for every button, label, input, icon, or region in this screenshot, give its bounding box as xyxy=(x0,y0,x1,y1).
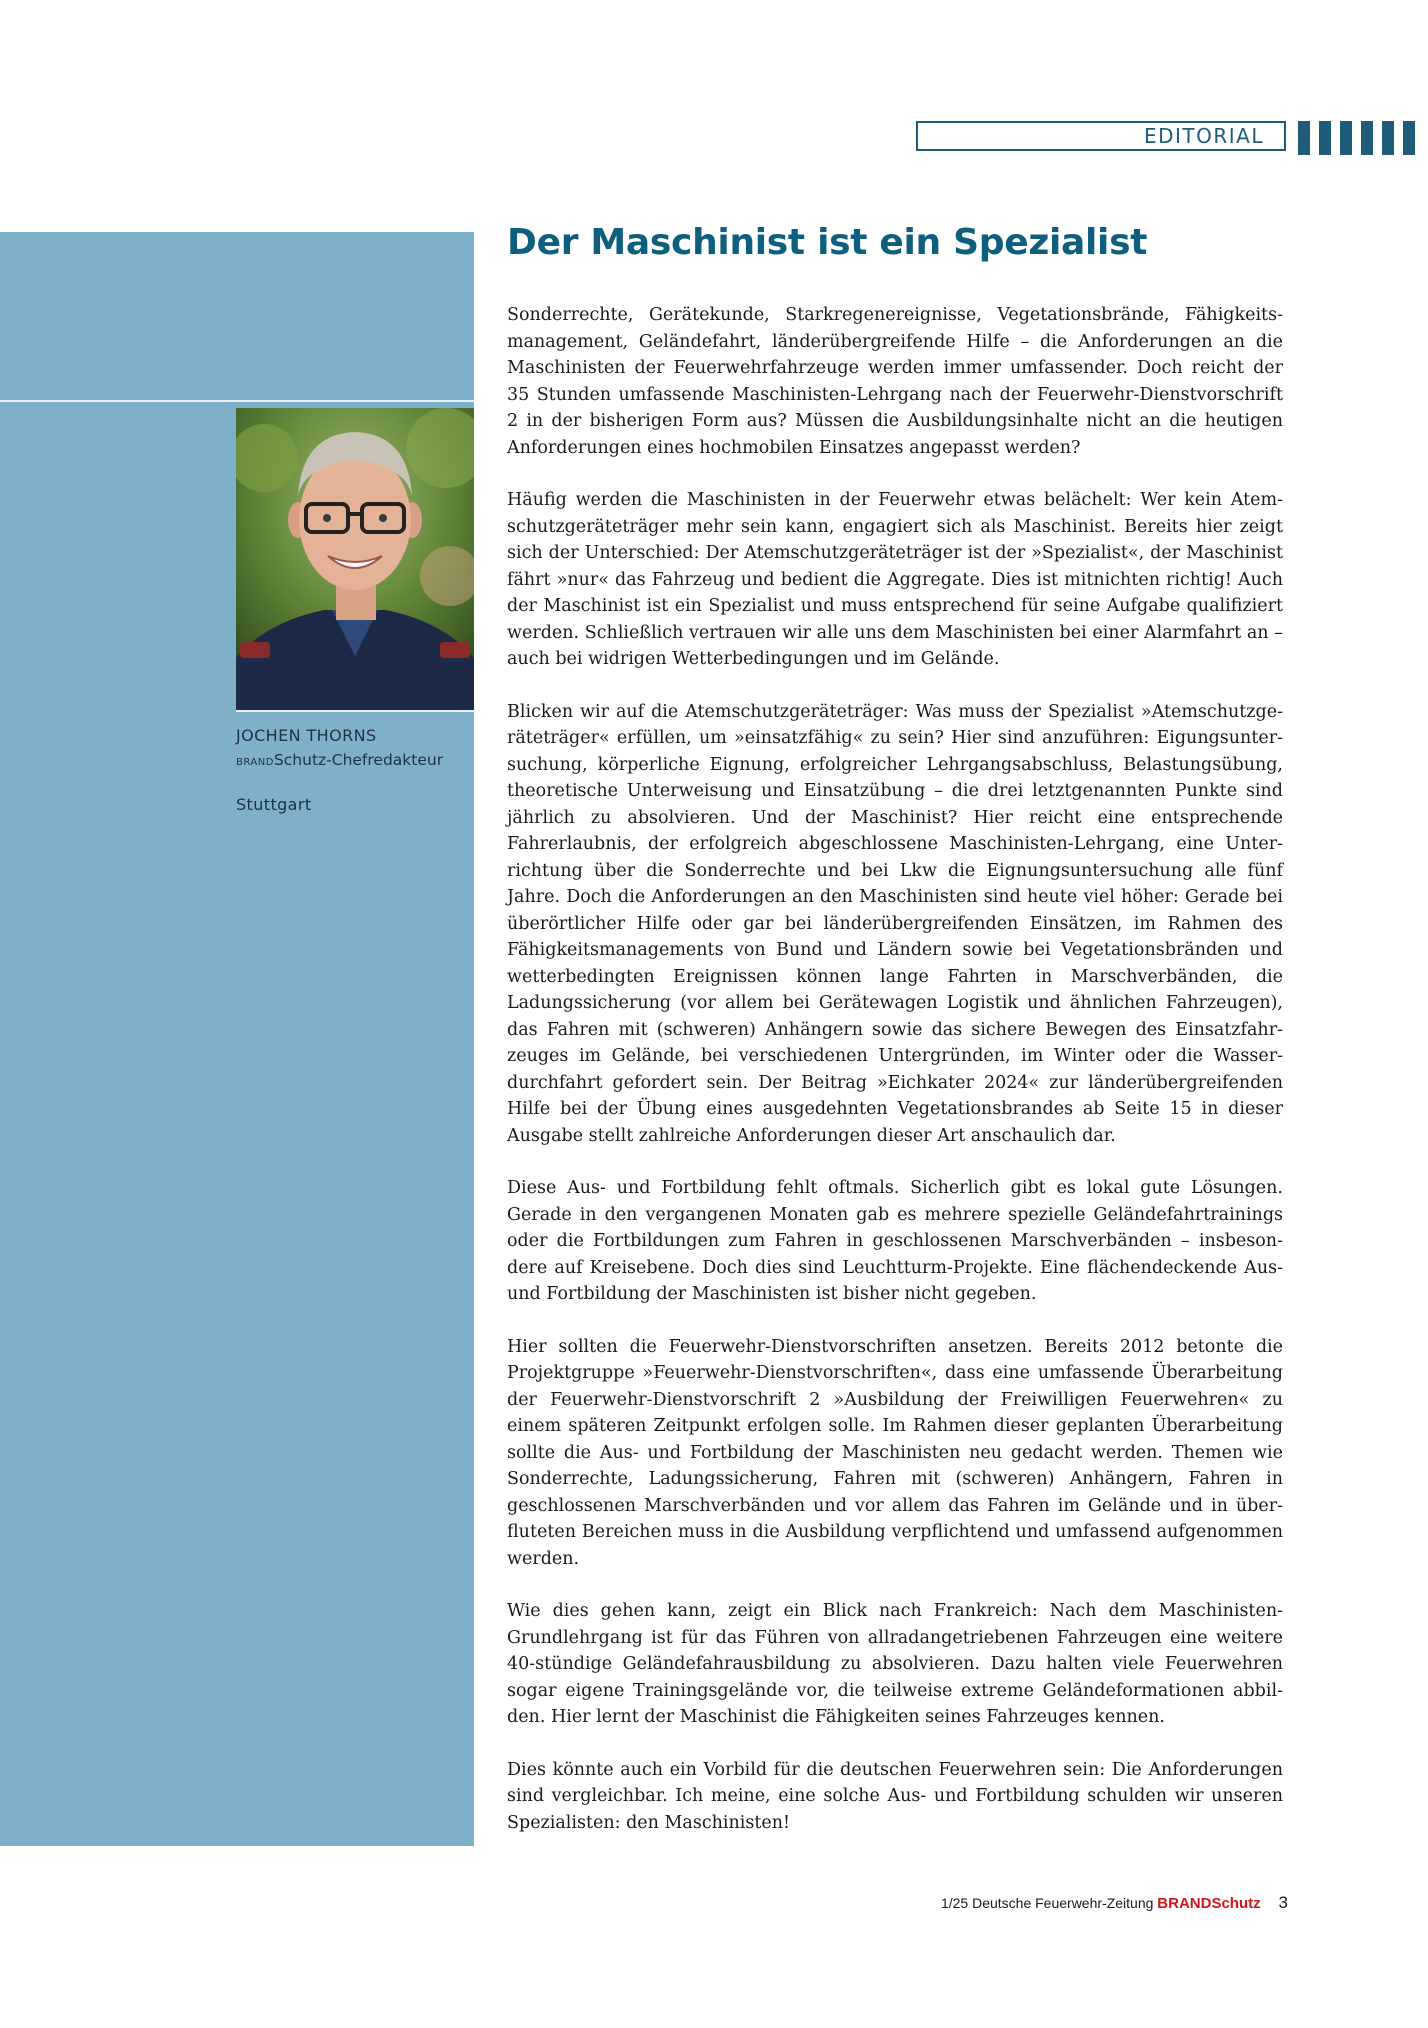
author-city: Stuttgart xyxy=(236,795,312,814)
article-body xyxy=(507,302,1283,1862)
article-paragraph: Diese Aus- und Fortbildung fehlt oftmals. Sicherlich gibt es lokal gute Lösungen. Gerade in den vergangenen Monaten gab es mehrere spezielle Geländefahrtrainings oder die Fortbildungen zum Fahren in geschlossenen Marschverbänden – insbesondere auf Kreisebene. Doch dies sind Leuchtturm-Projekte. Eine flächendeckende Aus- und Fortbildung der Maschinisten ist bisher nicht gegeben. xyxy=(507,1178,1283,1304)
stripe xyxy=(1319,121,1331,155)
page-number: 3 xyxy=(1278,1893,1288,1912)
issue-number: 1/25 xyxy=(940,1895,969,1911)
brand-logo: BRANDSchutz xyxy=(1157,1895,1261,1912)
author-role-title: Schutz-Chefredakteur xyxy=(273,751,444,769)
article-paragraph: Sonderrechte, Gerätekunde, Starkregenereignisse, Vegetationsbrände, Fähigkeitsmanagement, Geländefahrt, länderübergreifende Hilfe – die Anforderungen an die Maschinisten der Feuerwehrfahrzeuge werden immer umfassender. Doch reicht der 35 Stunden umfassende Maschinisten-Lehrgang nach der Feuerwehr-Dienstvorschrift 2 in der bisherigen Form aus? Müssen die Ausbildungsinhalte nicht an die heutigen Anforderungen eines hochmobilen Einsatzes angepasst werden? xyxy=(507,305,1283,458)
stripe xyxy=(1340,121,1352,155)
author-photo xyxy=(236,408,474,710)
article-headline: Der Maschinist ist ein Spezialist xyxy=(507,222,1148,263)
stripe xyxy=(1382,121,1394,155)
article-paragraph: Hier sollten die Feuerwehr-Dienstvorschriften ansetzen. Bereits 2012 betonte die Projektgruppe »Feuerwehr-Dienstvorschriften«, dass eine umfassende Überarbeitung der Feuerwehr-Dienstvorschrift 2 »Ausbildung der Freiwilligen Feuerwehren« zu einem späteren Zeitpunkt erfolgen solle. Im Rahmen dieser geplanten Überarbeitung sollte die Aus- und Fortbildung der Maschinisten neu gedacht werden. Themen wie Sonderrechte, Ladungssicherung, Fahren mit (schweren) Anhängern, Fahren in geschlossenen Marschverbänden und vor allem das Fahren im Gelände und in überfluteten Bereichen muss in die Ausbildung verpflichtend und umfassend aufgenommen werden. xyxy=(507,1336,1283,1569)
section-label: EDITORIAL xyxy=(916,121,1286,151)
article-paragraph: Blicken wir auf die Atemschutzgeräteträger: Was muss der Spezialist »Atemschutzgeräteträger« erfüllen, um »einsatzfähig« zu sein? Hier sind anzuführen: Eigungsuntersuchung, körperliche Eignung, erfolgreicher Lehrgangsabschluss, Belastungsübung, theoretische Unterweisung und Einsatzübung – die drei letztgenannten Punkte sind jährlich zu absolvieren. Und der Maschinist? Hier reicht eine entsprechende Fahrerlaubnis, der erfolgreich abgeschlossene Maschinisten-Lehrgang, eine Unterrichtung über die Sonderrechte und bei Lkw die Eignungsuntersuchung alle fünf Jahre. Doch die Anforderungen an den Maschinisten sind heute viel höher: Gerade bei überörtlicher Hilfe oder gar bei länderübergreifenden Einsätzen, im Rahmen des Fähigkeitsmanagements von Bund und Ländern sowie bei Vegetationsbränden und wetterbedingten Ereignissen können lange Fahrten in Marschverbänden, die Ladungssicherung (vor allem bei Gerätewagen Logistik und ähnlichen Fahrzeugen), das Fahren mit (schweren) Anhängern sowie das sichere Bewegen des Einsatzfahrzeuges im Gelände, bei verschiedenen Untergründen, im Winter oder die Wasserdurchfahrt gefordert sein. Der Beitrag »Eichkater 2024« zur länderübergreifenden Hilfe bei der Übung eines ausgedehnten Vegetationsbrandes ab Seite 15 in dieser Ausgabe stellt zahlreiche Anforderungen dieser Art anschaulich dar. xyxy=(507,701,1283,1146)
author-info xyxy=(236,726,474,814)
sidebar-divider xyxy=(236,710,474,712)
stripe xyxy=(1298,121,1310,155)
publication-name: Deutsche Feuerwehr-Zeitung xyxy=(972,1895,1154,1911)
stripe xyxy=(1403,121,1415,155)
article-paragraph: Wie dies gehen kann, zeigt ein Blick nach Frankreich: Nach dem Maschinisten-Grundlehrgang ist für das Führen von allradangetriebenen Fahrzeugen eine weitere 40-stündige Geländefahrausbildung zu absolvieren. Dazu halten viele Feuerwehren sogar eigene Trainingsgelände vor, die teilweise extreme Geländeformationen abbilden. Hier lernt der Maschinist die Fähigkeiten seines Fahrzeuges kennen. xyxy=(507,1601,1283,1727)
article-paragraph: Häufig werden die Maschinisten in der Feuerwehr etwas belächelt: Wer kein Atemschutzgeräteträger mehr sein kann, engagiert sich als Maschinist. Bereits hier zeigt sich der Unterschied: Der Atemschutzgeräteträger ist der »Spezialist«, der Maschinist fährt »nur« das Fahrzeug und bedient die Aggregate. Dies ist mitnichten richtig! Auch der Maschinist ist ein Spezialist und muss entsprechend für seine Aufgabe qualifiziert werden. Schließlich vertrauen wir alle uns dem Maschinisten bei einer Alarmfahrt an – auch bei widrigen Wetterbedingungen und im Gelände. xyxy=(507,490,1283,669)
author-name: JOCHEN THORNS xyxy=(236,726,377,745)
author-role-brand: BRAND xyxy=(236,757,274,768)
section-stripes-decoration xyxy=(1298,121,1415,155)
article-paragraph: Dies könnte auch ein Vorbild für die deutschen Feuerwehren sein: Die Anforderungen sind vergleichbar. Ich meine, eine solche Aus- und Fortbildung schulden wir unseren Spezialisten: den Maschinisten! xyxy=(507,1759,1283,1833)
sidebar-divider xyxy=(0,400,474,402)
page-footer xyxy=(941,1893,1288,1913)
stripe xyxy=(1361,121,1373,155)
author-role xyxy=(236,751,474,769)
